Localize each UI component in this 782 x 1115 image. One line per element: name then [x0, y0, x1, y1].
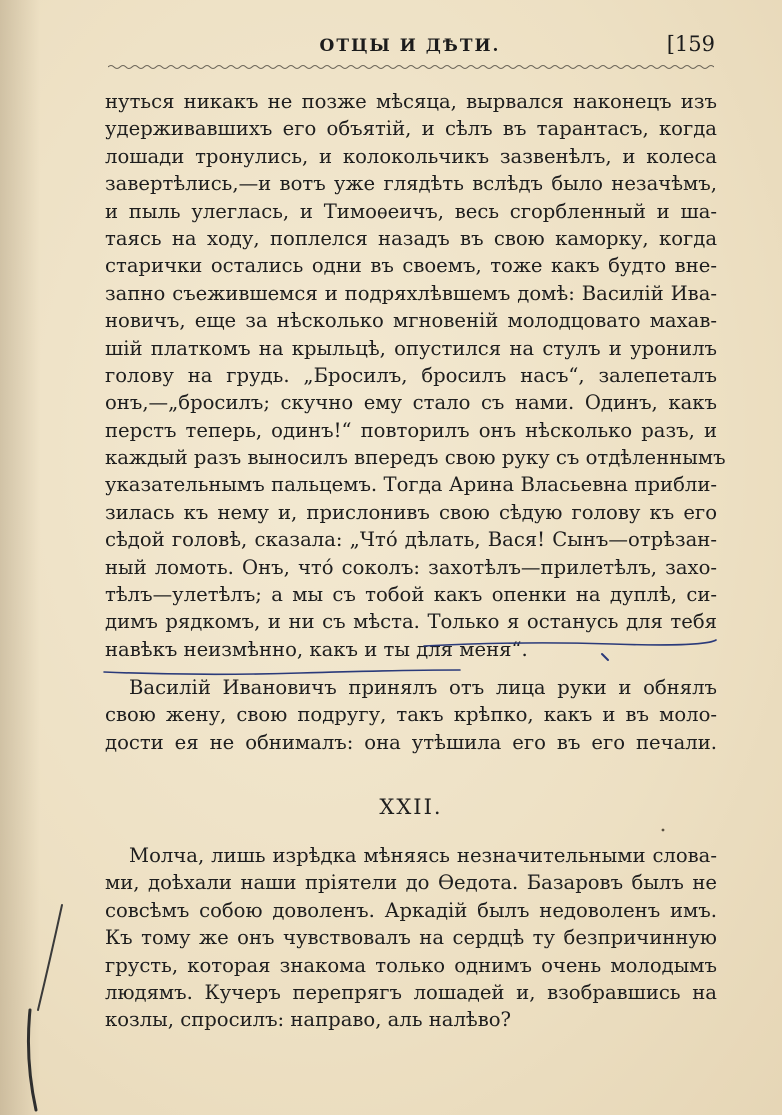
text-line: навѣкъ неизмѣнно, какъ и ты для меня“.: [105, 637, 528, 661]
text-line: свою жену, свою подругу, такъ крѣпко, какъ и въ моло-: [105, 703, 717, 727]
paragraph-3: [105, 842, 717, 1034]
text-line: шій платкомъ на крыльцѣ, опустился на стулъ и уронилъ: [105, 336, 717, 360]
paragraph-2: [105, 674, 717, 756]
text-line: дости ея не обнималъ: она утѣшила его въ его печали.: [105, 730, 717, 754]
text-line: Молча, лишь изрѣдка мѣняясь незначительными слова-: [129, 844, 717, 867]
text-line: совсѣмъ собою доволенъ. Аркадій былъ недоволенъ имъ.: [105, 898, 717, 922]
margin-pencil-stroke: [38, 905, 62, 1010]
text-line: голову на грудь. „Бросилъ, бросилъ насъ“, залепеталъ: [105, 363, 717, 387]
text-line: нуться никакъ не позже мѣсяца, вырвался наконецъ изъ: [105, 90, 717, 113]
text-line: таясь на ходу, поплелся назадъ въ свою каморку, когда: [105, 226, 717, 250]
text-line: козлы, спросилъ: направо, аль налѣво?: [105, 1008, 512, 1032]
text-line: Къ тому же онъ чувствовалъ на сердцѣ ту безпричинную: [105, 926, 717, 950]
running-head: [105, 32, 715, 62]
text-line: перстъ теперь, одинъ!“ повторилъ онъ нѣсколько разъ, и: [105, 418, 717, 442]
text-line: лошади тронулись, и колокольчикъ зазвенѣлъ, и колеса: [105, 144, 717, 168]
text-line: тѣлъ—улетѣлъ; а мы съ тобой какъ опенки на дуплѣ, си-: [105, 583, 717, 607]
text-line: старички остались одни въ своемъ, тоже какъ будто вне-: [105, 254, 717, 278]
text-line: новичъ, еще за нѣсколько мгновеній молодцовато махав-: [105, 309, 717, 333]
text-line: сѣдой головѣ, сказала: „Что́ дѣлать, Вася! Сынъ—отрѣзан-: [105, 528, 717, 552]
page-gutter-shadow: [0, 0, 40, 1115]
text-line: Василій Ивановичъ принялъ отъ лица руки и обнялъ: [129, 676, 717, 699]
text-line: запно съежившемся и подряхлѣвшемъ домѣ: Василій Ива-: [105, 281, 717, 305]
paragraph-1: [105, 88, 726, 663]
text-line: зилась къ нему и, прислонивъ свою сѣдую голову къ его: [105, 500, 717, 524]
page-number: [159: [666, 32, 715, 56]
text-line: димъ рядкомъ, и ни съ мѣста. Только я останусь для тебя: [105, 610, 717, 634]
header-decorative-rule: [108, 64, 714, 70]
chapter-heading: XXII.: [379, 795, 443, 819]
text-line: ми, доѣхали наши пріятели до Ѳедота. Базаровъ былъ не: [105, 871, 717, 895]
text-line: завертѣлись,—и вотъ уже глядѣть вслѣдъ было незачѣмъ,: [105, 172, 717, 196]
text-line: грусть, которая знакома только однимъ очень молодымъ: [105, 953, 717, 977]
paper-speck: [662, 829, 665, 832]
text-line: ный ломоть. Онъ, что́ соколъ: захотѣлъ—прилетѣлъ, захо-: [105, 555, 717, 579]
text-line: людямъ. Кучеръ перепрягъ лошадей и, взобравшись на: [105, 980, 717, 1004]
text-line: и пыль улеглась, и Тимоѳеичъ, весь сгорбленный и ша-: [105, 199, 717, 223]
text-line: онъ,—„бросилъ; скучно ему стало съ нами. Одинъ, какъ: [105, 391, 717, 415]
text-line: указательнымъ пальцемъ. Тогда Арина Власьевна прибли-: [105, 473, 717, 497]
text-line: каждый разъ выносилъ впередъ свою руку съ отдѣленнымъ: [105, 446, 726, 470]
text-line: удерживавшихъ его объятій, и сѣлъ въ тарантасъ, когда: [105, 117, 717, 141]
running-title: ОТЦЫ И ДѢТИ.: [319, 36, 501, 56]
